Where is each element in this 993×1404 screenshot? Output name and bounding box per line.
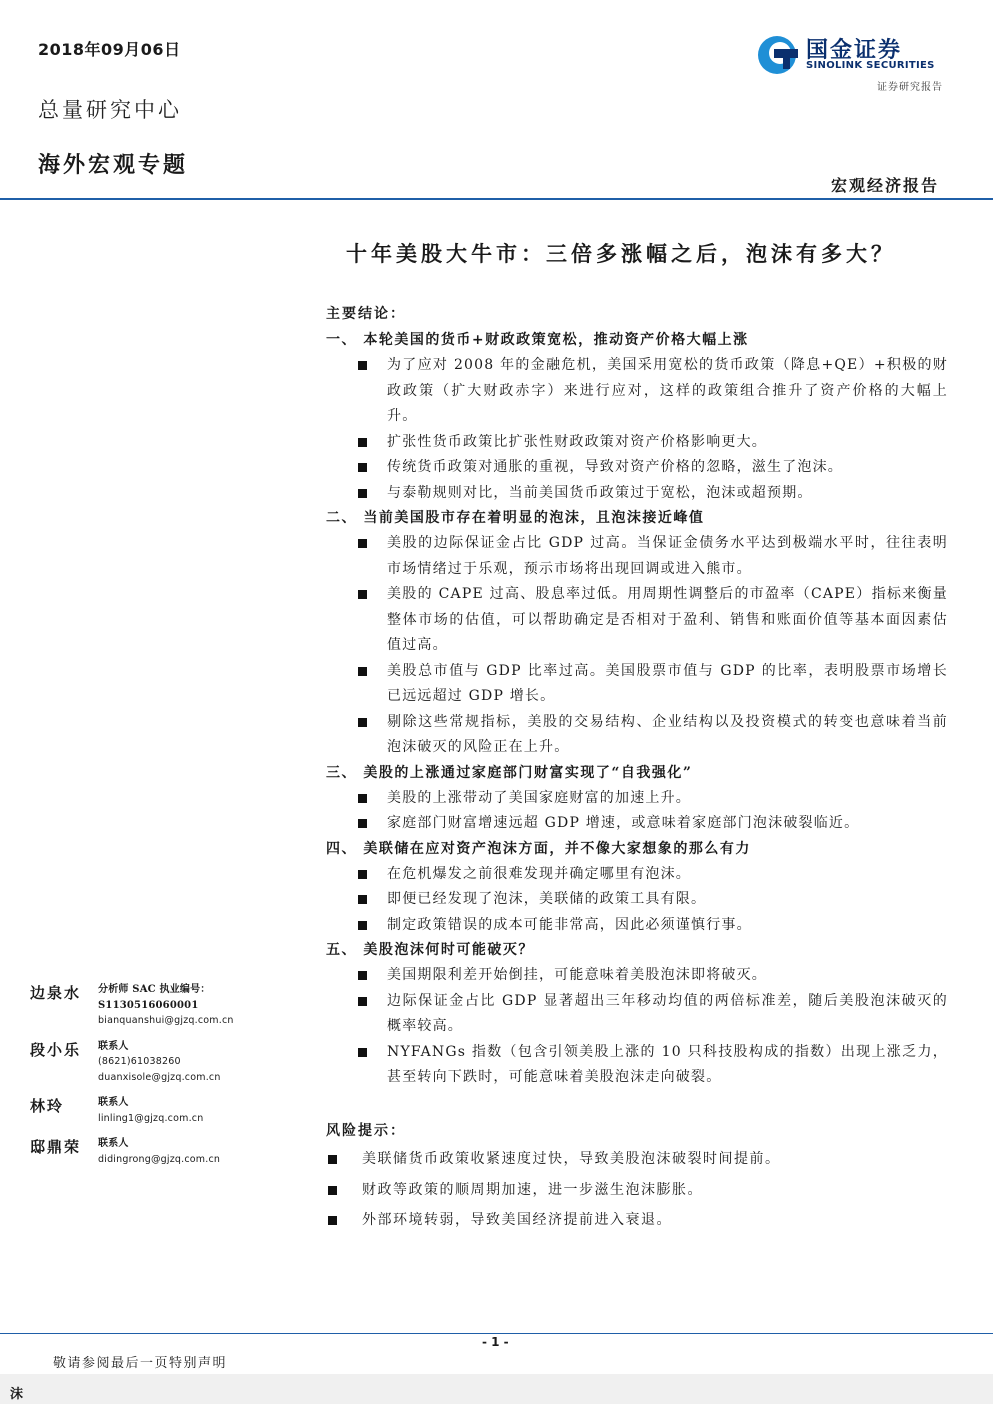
bullet-square-icon xyxy=(358,539,367,548)
bullet-square-icon xyxy=(328,1216,337,1225)
analyst-name: 林玲 xyxy=(30,1097,65,1115)
research-center: 总量研究中心 xyxy=(38,98,182,122)
analyst-list xyxy=(30,982,300,1177)
analyst-role: 联系人 xyxy=(98,1097,129,1108)
list-item: 传统货币政策对通胀的重视，导致对资产价格的忽略，滋生了泡沫。 xyxy=(326,455,948,481)
bullet-square-icon xyxy=(358,489,367,498)
analyst-entry xyxy=(30,1095,300,1126)
list-item: 家庭部门财富增速远超 GDP 增速，或意味着家庭部门泡沫破裂临近。 xyxy=(326,811,948,837)
section-heading: 三、 美股的上涨通过家庭部门财富实现了“自我强化” xyxy=(326,764,693,781)
bullet-square-icon xyxy=(358,438,367,447)
bullet-square-icon xyxy=(328,1155,337,1164)
analyst-entry xyxy=(30,1039,300,1086)
footer-divider xyxy=(0,1333,993,1334)
logo-english-name: SINOLINK SECURITIES xyxy=(806,60,935,71)
list-item: 制定政策错误的成本可能非常高，因此必须谨慎行事。 xyxy=(326,913,948,939)
logo-mark-icon xyxy=(756,32,800,76)
risk-warnings xyxy=(326,1118,948,1236)
page-number: - 1 - xyxy=(482,1335,509,1349)
list-item: 边际保证金占比 GDP 显著超出三年移动均值的两倍标准差，随后美股泡沫破灭的概率较高。 xyxy=(326,989,948,1040)
risk-title: 风险提示： xyxy=(326,1123,406,1139)
report-type: 宏观经济报告 xyxy=(830,176,939,195)
list-item: 美股的 CAPE 过高、股息率过低。用周期性调整后的市盈率（CAPE）指标来衡量整体市场的估值，可以帮助确定是否相对于盈利、销售和账面价值等基本面因素估值过高。 xyxy=(326,582,948,659)
analyst-entry xyxy=(30,982,300,1029)
bullet-square-icon xyxy=(358,819,367,828)
bullet-square-icon xyxy=(358,997,367,1006)
analyst-role: 分析师 SAC 执业编号：S1130516060001 xyxy=(98,984,211,1011)
header-divider xyxy=(0,198,993,200)
section-heading: 一、 本轮美国的货币+财政政策宽松，推动资产价格大幅上涨 xyxy=(326,332,749,348)
list-item: 剔除这些常规指标，美股的交易结构、企业结构以及投资模式的转变也意味着当前泡沫破灭的风险正在上升。 xyxy=(326,710,948,761)
bullet-square-icon xyxy=(358,667,367,676)
report-topic: 海外宏观专题 xyxy=(38,152,189,178)
bullet-square-icon xyxy=(358,895,367,904)
footer-disclaimer: 敬请参阅最后一页特别声明 xyxy=(53,1356,228,1371)
main-conclusions xyxy=(326,302,948,1091)
company-logo xyxy=(756,32,946,76)
bullet-square-icon xyxy=(358,361,367,370)
analyst-email[interactable]: duanxisole@gjzq.com.cn xyxy=(98,1071,221,1083)
bullet-square-icon xyxy=(358,590,367,599)
section-heading: 五、 美股泡沫何时可能破灭？ xyxy=(326,942,534,958)
list-item: 美股总市值与 GDP 比率过高。美国股票市值与 GDP 的比率，表明股票市场增长已远远超过 GDP 增长。 xyxy=(326,659,948,710)
bullet-square-icon xyxy=(358,794,367,803)
list-item: 美股的边际保证金占比 GDP 过高。当保证金债务水平达到极端水平时，往往表明市场情绪过于乐观，预示市场将出现回调或进入熊市。 xyxy=(326,531,948,582)
bullet-square-icon xyxy=(358,921,367,930)
analyst-email[interactable]: bianquanshui@gjzq.com.cn xyxy=(98,1015,234,1026)
analyst-email[interactable]: linling1@gjzq.com.cn xyxy=(98,1112,204,1124)
analyst-phone: (8621)61038260 xyxy=(98,1056,181,1067)
analyst-name: 邸鼎荣 xyxy=(30,1138,82,1156)
list-item: 在危机爆发之前很难发现并确定哪里有泡沫。 xyxy=(326,862,948,888)
main-conclusions-title: 主要结论： xyxy=(326,306,406,322)
logo-chinese-name: 国金证券 xyxy=(806,38,903,63)
analyst-role: 联系人 xyxy=(98,1138,129,1149)
bottom-strip xyxy=(0,1374,993,1404)
bullet-square-icon xyxy=(358,971,367,980)
analyst-name: 边泉水 xyxy=(30,984,82,1002)
list-item: 扩张性货币政策比扩张性财政政策对资产价格影响更大。 xyxy=(326,430,948,456)
bullet-square-icon xyxy=(358,718,367,727)
report-date: 2018年09月06日 xyxy=(38,40,181,59)
risk-item: 财政等政策的顺周期加速，进一步滋生泡沫膨胀。 xyxy=(326,1175,948,1206)
logo-subtitle: 证券研究报告 xyxy=(877,82,943,93)
risk-item: 美联储货币政策收紧速度过快，导致美股泡沫破裂时间提前。 xyxy=(326,1144,948,1175)
risk-item: 外部环境转弱，导致美国经济提前进入衰退。 xyxy=(326,1205,948,1236)
list-item: 美股的上涨带动了美国家庭财富的加速上升。 xyxy=(326,786,948,812)
analyst-email[interactable]: didingrong@gjzq.com.cn xyxy=(98,1153,221,1165)
analyst-role: 联系人 xyxy=(98,1040,129,1052)
bottom-strip-text: 沫 xyxy=(10,1387,24,1402)
bullet-square-icon xyxy=(358,463,367,472)
bullet-square-icon xyxy=(328,1186,337,1195)
list-item: 与泰勒规则对比，当前美国货币政策过于宽松，泡沫或超预期。 xyxy=(326,481,948,507)
list-item: 美国期限利差开始倒挂，可能意味着美股泡沫即将破灭。 xyxy=(326,963,948,989)
report-title: 十年美股大牛市：三倍多涨幅之后，泡沫有多大？ xyxy=(346,241,896,266)
bullet-square-icon xyxy=(358,870,367,879)
analyst-entry xyxy=(30,1136,300,1167)
bullet-square-icon xyxy=(358,1048,367,1057)
list-item: 为了应对 2008 年的金融危机，美国采用宽松的货币政策（降息+QE）+积极的财政政策（扩大财政赤字）来进行应对，这样的政策组合推升了资产价格的大幅上升。 xyxy=(326,353,948,430)
list-item: 即便已经发现了泡沫，美联储的政策工具有限。 xyxy=(326,887,948,913)
list-item: NYFANGs 指数（包含引领美股上涨的 10 只科技股构成的指数）出现上涨乏力，甚至转向下跌时，可能意味着美股泡沫走向破裂。 xyxy=(326,1040,948,1091)
section-heading: 二、 当前美国股市存在着明显的泡沫，且泡沫接近峰值 xyxy=(326,510,705,526)
analyst-name: 段小乐 xyxy=(30,1040,82,1059)
section-heading: 四、 美联储在应对资产泡沫方面，并不像大家想象的那么有力 xyxy=(326,840,751,857)
